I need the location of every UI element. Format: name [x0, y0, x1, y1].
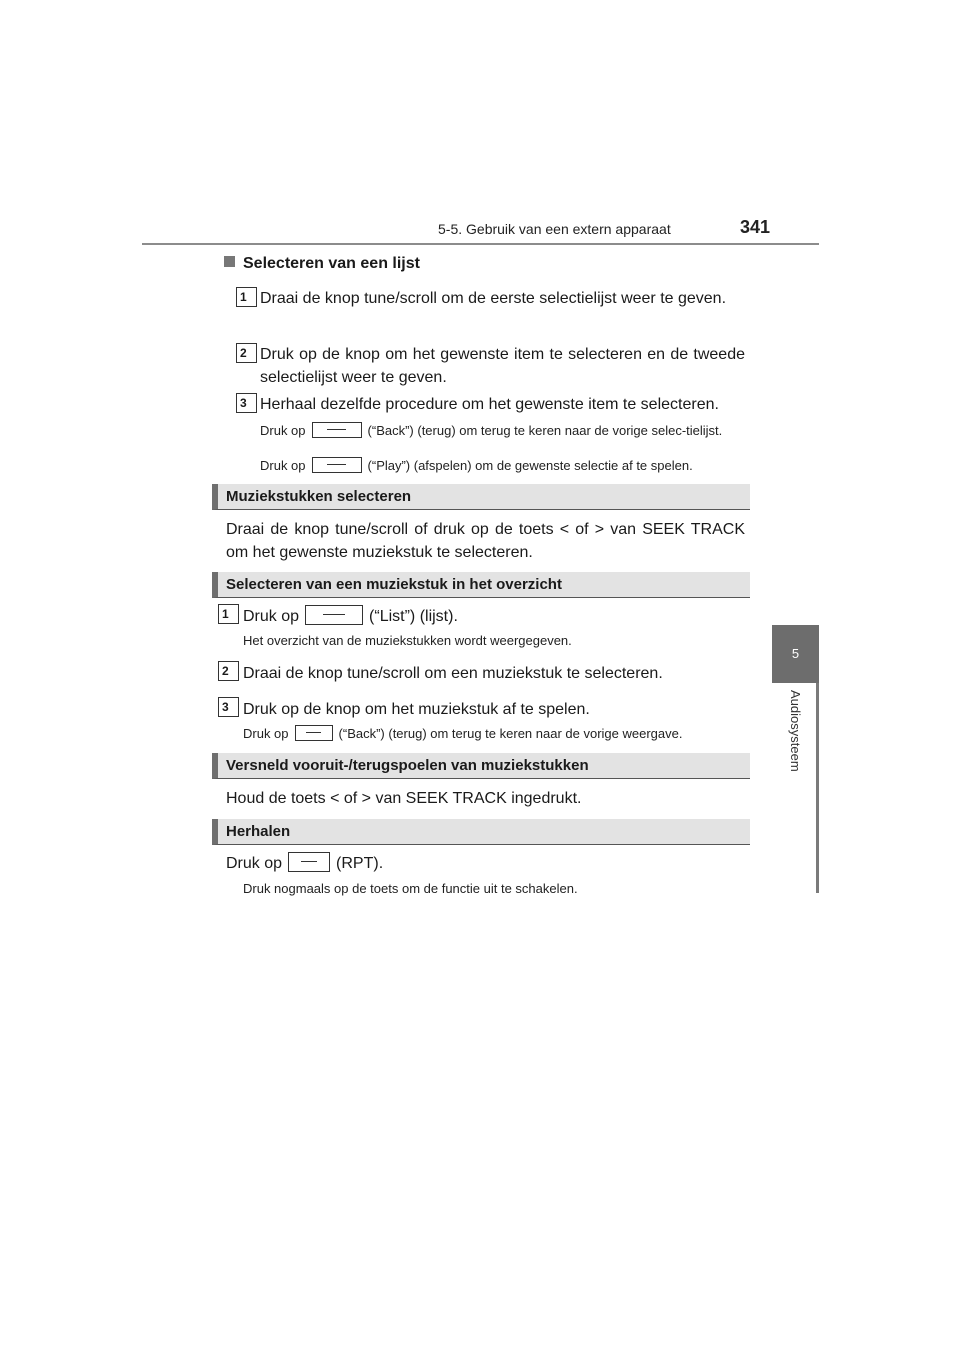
step-number: 3	[218, 697, 239, 717]
step-text-part: (“List”) (lijst).	[369, 608, 458, 625]
section-text: Houd de toets < of > van SEEK TRACK ingedrukt.	[226, 790, 582, 807]
back-key-icon	[295, 725, 333, 741]
step-text-part: Druk op	[226, 855, 283, 872]
step-text: Herhaal dezelfde procedure om het gewenste item te selecteren.	[260, 396, 719, 413]
section-banner: Versneld vooruit-/terugspoelen van muziekstukken	[212, 753, 750, 779]
note-text: (“Back”) (terug) om terug te keren naar de vorige selec-tielijst.	[367, 423, 723, 438]
chapter-label: Audiosysteem	[788, 690, 803, 772]
list-section-title-text: Selecteren van een lijst	[243, 255, 420, 272]
chapter-tab: 5	[772, 625, 819, 683]
step-text: Druk op de knop om het muziekstuk af te spelen.	[243, 701, 590, 718]
step-text-part: (RPT).	[336, 855, 384, 872]
step-text: Druk op de knop om het gewenste item te selecteren en de tweede selectielijst weer te geven.	[260, 346, 745, 386]
step-number: 2	[218, 661, 239, 681]
note-text: Druk op	[260, 458, 306, 473]
page-number: 341	[740, 217, 771, 237]
step-note	[243, 725, 748, 742]
list-section-title	[224, 255, 420, 273]
chapter-tab-bar	[816, 683, 819, 893]
play-key-icon	[312, 457, 362, 473]
step-number: 1	[218, 604, 239, 624]
list-key-icon	[305, 605, 363, 625]
section-text: Draai de knop tune/scroll of druk op de toets < of > van SEEK TRACK om het gewenste muziekstuk te selecteren.	[226, 521, 745, 561]
step-text-part: Druk op	[243, 608, 300, 625]
section-banner: Selecteren van een muziekstuk in het overzicht	[212, 572, 750, 598]
step-note: Het overzicht van de muziekstukken wordt weergegeven.	[243, 633, 572, 648]
note-text: Druk op	[243, 726, 289, 741]
note-text: Druk op	[260, 423, 306, 438]
section-banner: Herhalen	[212, 819, 750, 845]
step-text	[243, 605, 743, 628]
step-text: Draai de knop tune/scroll om de eerste selectielijst weer te geven.	[260, 290, 727, 307]
step-text: Draai de knop tune/scroll om een muziekstuk te selecteren.	[243, 665, 663, 682]
header-rule	[142, 243, 819, 245]
section-text	[226, 852, 745, 875]
step-number: 1	[236, 287, 257, 307]
section-note: Druk nogmaals op de toets om de functie uit te schakelen.	[243, 881, 578, 896]
note-play	[260, 457, 750, 474]
note-back	[260, 422, 745, 439]
running-header-section: 5-5. Gebruik van een extern apparaat	[438, 221, 671, 237]
section-banner: Muziekstukken selecteren	[212, 484, 750, 510]
step-number: 3	[236, 393, 257, 413]
square-bullet-icon	[224, 256, 235, 267]
note-text: (“Back”) (terug) om terug te keren naar de vorige weergave.	[338, 726, 683, 741]
rpt-key-icon	[288, 852, 330, 872]
note-text: (“Play”) (afspelen) om de gewenste selectie af te spelen.	[367, 458, 693, 473]
step-number: 2	[236, 343, 257, 363]
back-key-icon	[312, 422, 362, 438]
